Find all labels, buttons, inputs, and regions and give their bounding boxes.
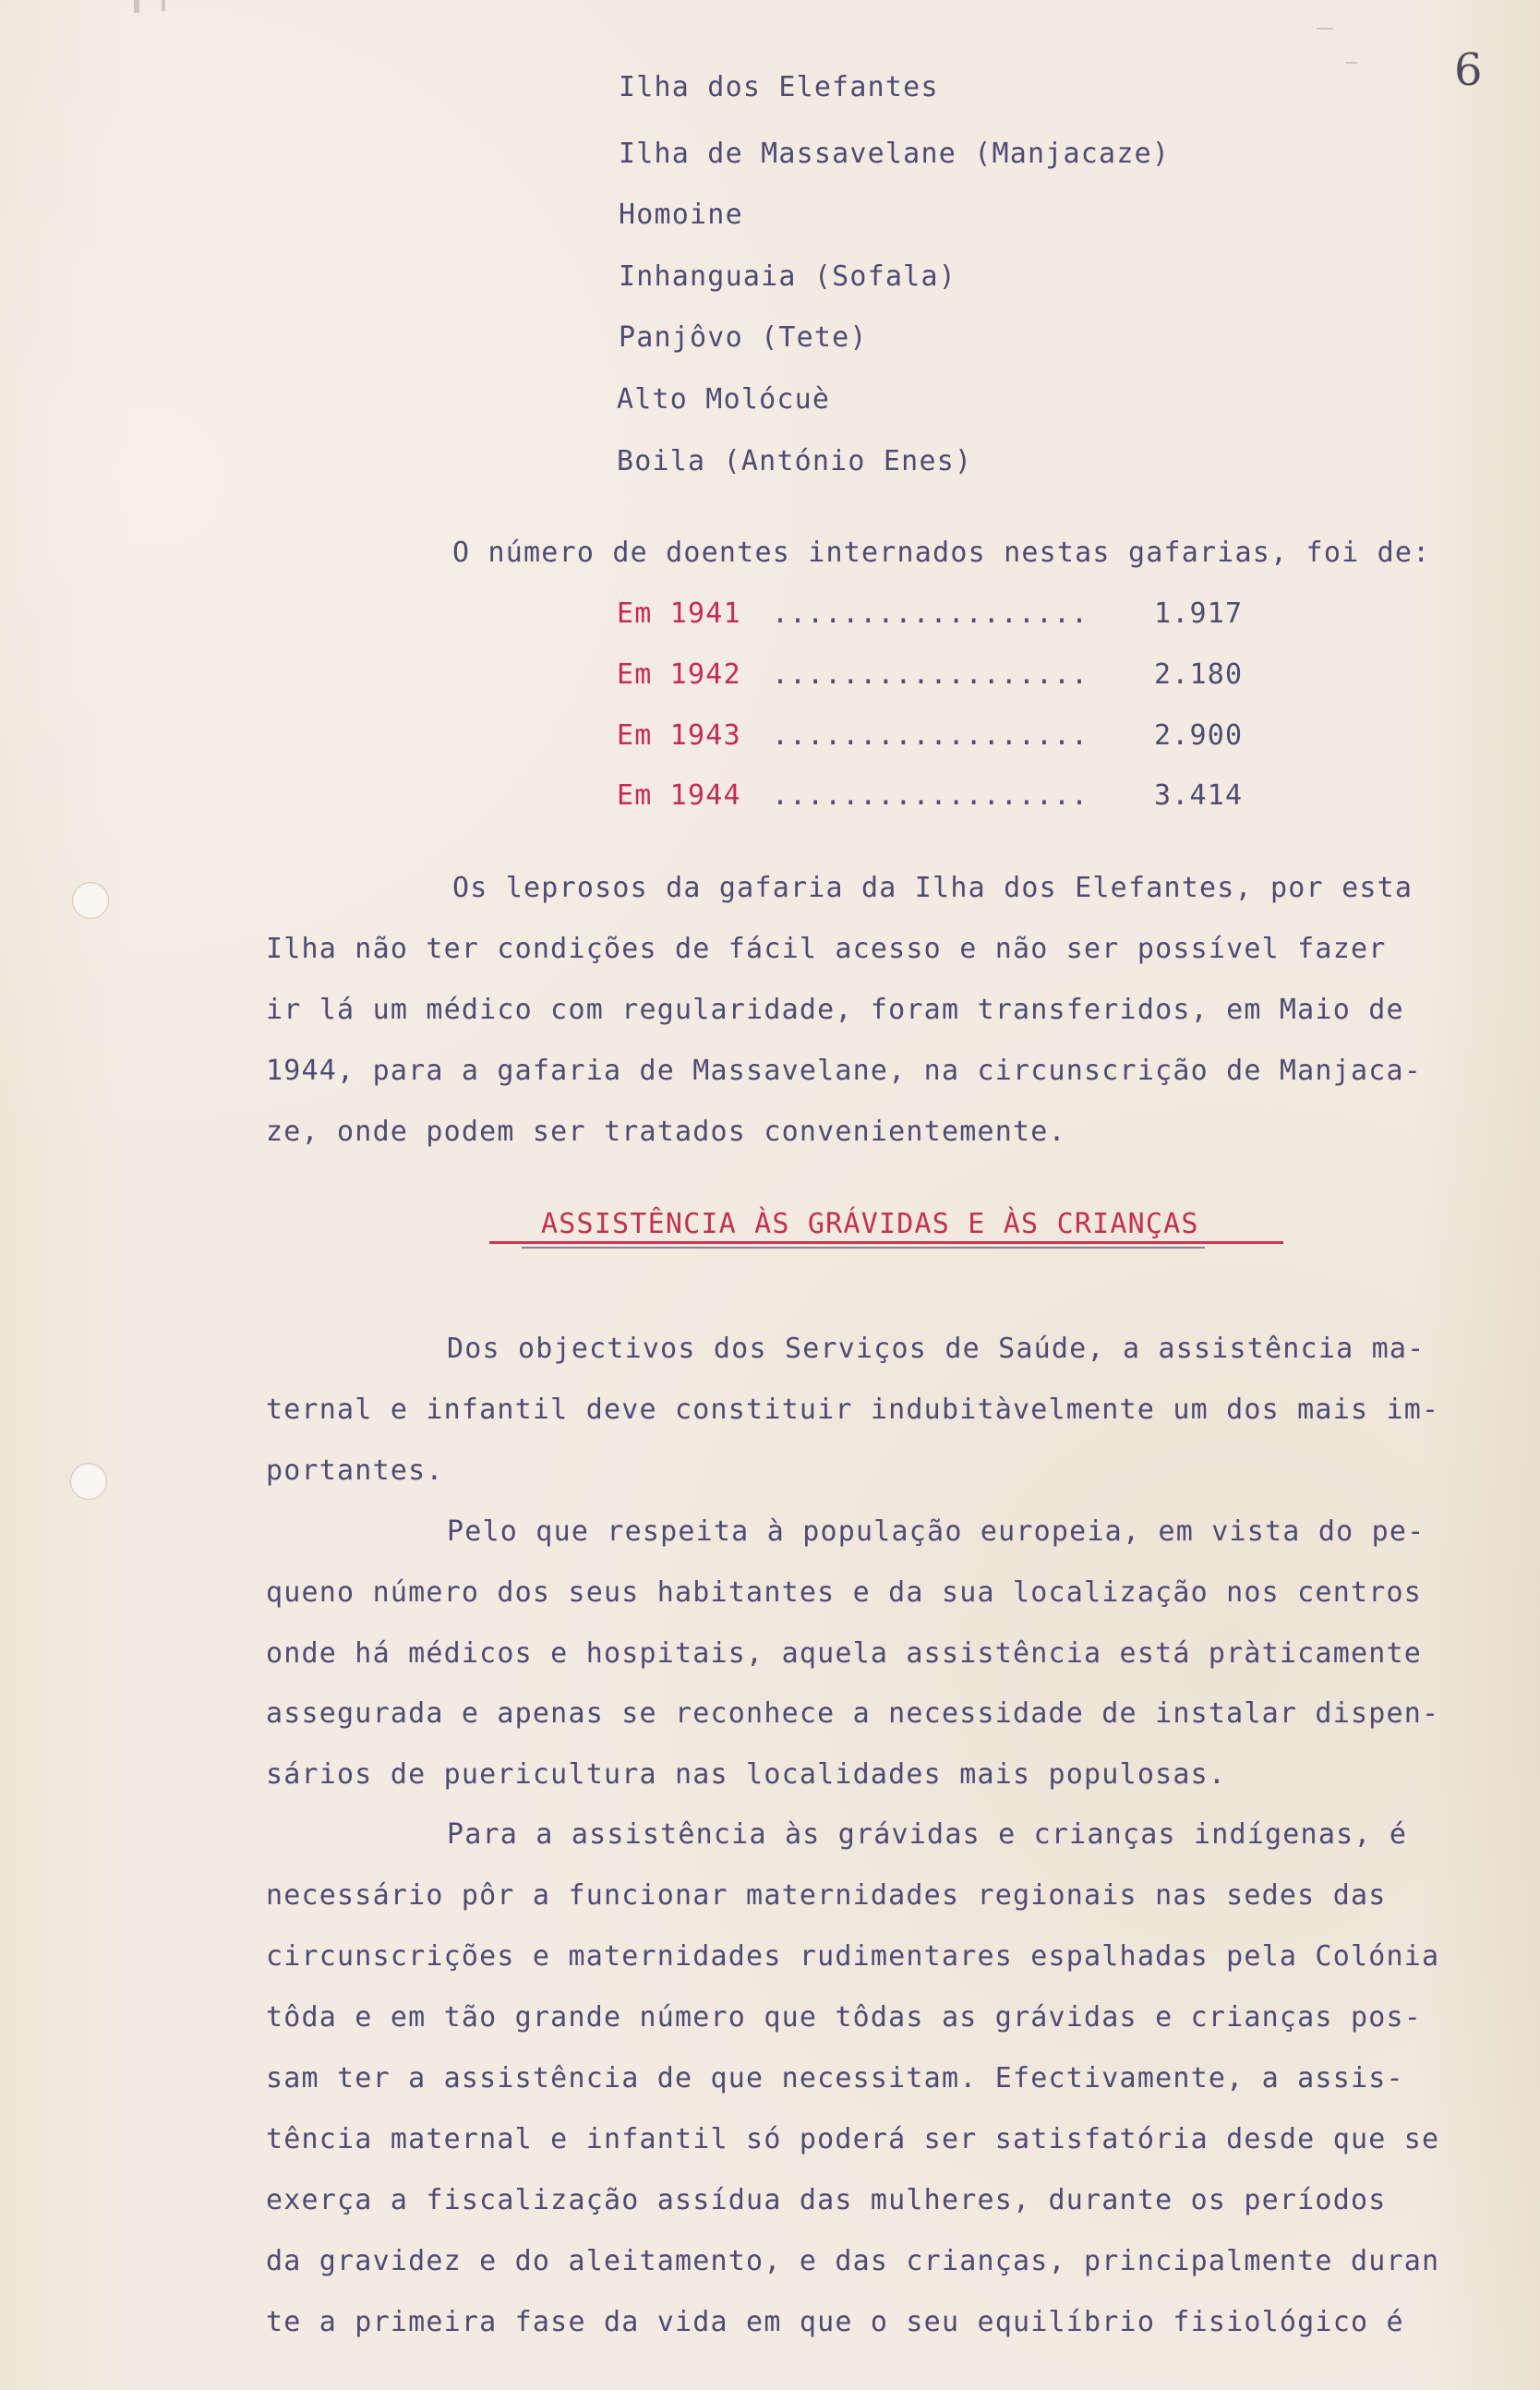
place-inhanguaia: Inhanguaia (Sofala): [619, 260, 956, 293]
paragraph1-line1: Os leprosos da gafaria da Ilha dos Elefantes, por esta: [452, 872, 1414, 904]
paragraph1-line5: ze, onde podem ser tratados convenientemente.: [266, 1116, 1066, 1148]
place-ilha-de-massavelane: Ilha de Massavelane (Manjacaze): [619, 138, 1171, 170]
paragraph4-line5: sam ter a assistência de que necessitam. Efectivamente, a assis-: [266, 2062, 1404, 2094]
stat-value-1943: 2.900: [1154, 719, 1244, 752]
heading-blue-underline: [522, 1247, 1205, 1249]
paragraph2-line2: ternal e infantil deve constituir indubitàvelmente um dos mais im-: [266, 1394, 1440, 1426]
punch-hole-top: [72, 882, 109, 919]
paragraph1-line2: Ilha não ter condições de fácil acesso e não ser possível fazer: [266, 933, 1387, 965]
stat-value-1941: 1.917: [1154, 598, 1244, 630]
page-number: 6: [1454, 44, 1483, 96]
paragraph1-line3: ir lá um médico com regularidade, foram transferidos, em Maio de: [266, 994, 1404, 1026]
scan-mark-top-right: [1317, 28, 1333, 30]
place-boila: Boila (António Enes): [617, 445, 973, 477]
paragraph4-line7: exerça a fiscalização assídua das mulheres, durante os períodos: [266, 2184, 1387, 2216]
stat-label-1944: Em 1944: [617, 779, 741, 812]
paragraph2-line1: Dos objectivos dos Serviços de Saúde, a assistência ma-: [447, 1333, 1426, 1365]
paragraph1-line4: 1944, para a gafaria de Massavelane, na circunscrição de Manjaca-: [266, 1055, 1422, 1087]
place-panjovo: Panjôvo (Tete): [619, 321, 868, 354]
paragraph3-line5: sários de puericultura nas localidades mais populosas.: [266, 1758, 1227, 1791]
paragraph4-line1: Para a assistência às grávidas e crianças indígenas, é: [447, 1818, 1408, 1851]
scan-mark-right: [1346, 62, 1357, 64]
paragraph4-line9: te a primeira fase da vida em que o seu equilíbrio fisiológico é: [266, 2306, 1404, 2338]
paragraph4-line2: necessário pôr a funcionar maternidades regionais nas sedes das: [266, 1879, 1387, 1912]
stat-dots-1941: ..................: [772, 598, 1089, 630]
stat-label-1941: Em 1941: [617, 598, 741, 630]
stat-dots-1943: ..................: [772, 719, 1089, 752]
scan-mark-top-left-2: [162, 0, 165, 11]
stat-value-1942: 2.180: [1154, 658, 1244, 691]
heading-red-underline: [489, 1241, 1283, 1244]
paragraph4-line6: tência maternal e infantil só poderá ser satisfatória desde que se: [266, 2123, 1440, 2155]
paragraph4-line4: tôda e em tão grande número que tôdas as grávidas e crianças pos-: [266, 2001, 1422, 2034]
paragraph4-line8: da gravidez e do aleitamento, e das crianças, principalmente duran: [266, 2245, 1440, 2277]
stat-label-1943: Em 1943: [617, 719, 741, 752]
place-ilha-dos-elefantes: Ilha dos Elefantes: [619, 71, 939, 103]
section-heading-wrap: [489, 1202, 1283, 1252]
paragraph3-line2: queno número dos seus habitantes e da sua localização nos centros: [266, 1576, 1422, 1609]
stat-dots-1944: ..................: [772, 779, 1089, 812]
paragraph4-line3: circunscrições e maternidades rudimentares espalhadas pela Colónia: [266, 1940, 1440, 1973]
paragraph3-line3: onde há médicos e hospitais, aquela assistência está pràticamente: [266, 1637, 1422, 1670]
place-alto-molocue: Alto Molócuè: [617, 383, 831, 416]
stat-value-1944: 3.414: [1154, 779, 1244, 812]
section-heading: ASSISTÊNCIA ÀS GRÁVIDAS E ÀS CRIANÇAS: [541, 1208, 1199, 1240]
paragraph2-line3: portantes.: [266, 1455, 444, 1487]
paragraph3-line1: Pelo que respeita à população europeia, em vista do pe-: [447, 1515, 1426, 1548]
stat-dots-1942: ..................: [772, 658, 1089, 691]
punch-hole-bottom: [70, 1463, 107, 1500]
stat-label-1942: Em 1942: [617, 658, 741, 691]
patients-intro: O número de doentes internados nestas gafarias, foi de:: [452, 537, 1431, 569]
scan-mark-top-left: [134, 0, 139, 13]
place-homoine: Homoine: [619, 199, 743, 231]
paragraph3-line4: assegurada e apenas se reconhece a necessidade de instalar dispen-: [266, 1697, 1440, 1730]
